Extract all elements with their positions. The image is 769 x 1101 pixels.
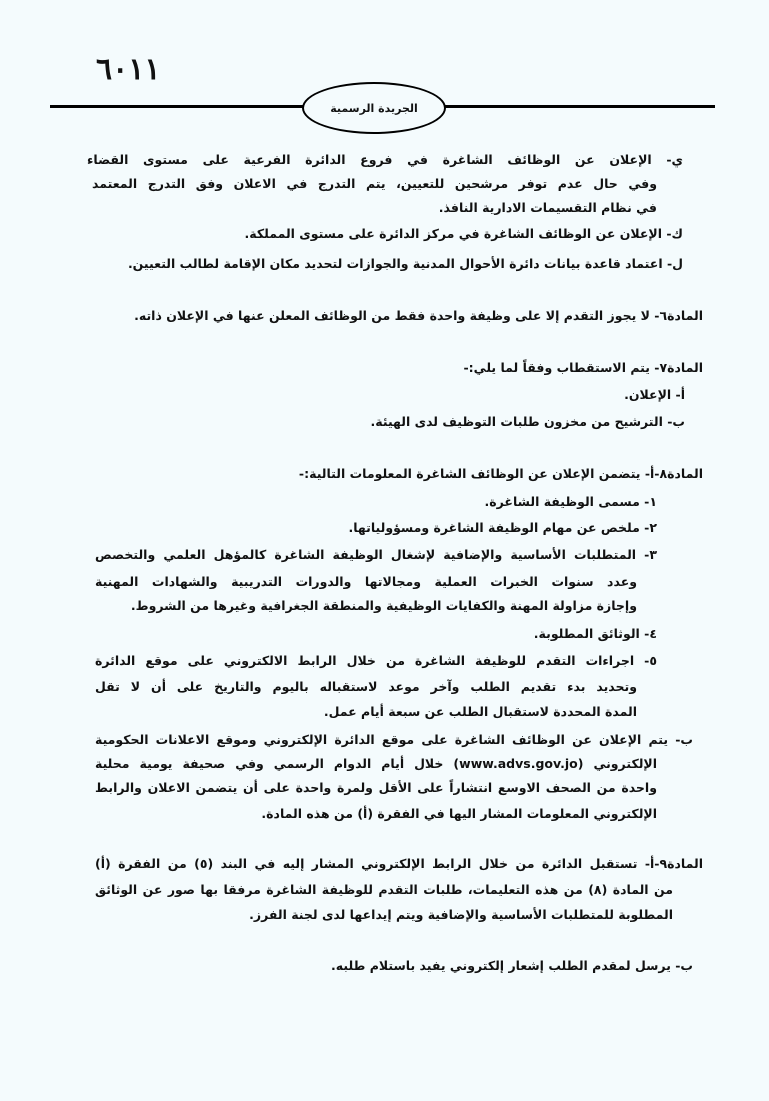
- text-line: وإجازة مزاولة المهنة والكفايات الوظيفية والمنطقة الجغرافية وغيرها من الشروط.: [130, 598, 637, 613]
- text-line: ١- مسمى الوظيفة الشاغرة.: [484, 494, 657, 509]
- page-number: ٦٠١١: [96, 52, 161, 87]
- text-line: ب- يرسل لمقدم الطلب إشعار إلكتروني يفيد باستلام طلبه.: [331, 958, 693, 973]
- text-line: ٥- اجراءات التقدم للوظيفة الشاغرة من خلال الرابط الالكتروني على موقع الدائرة: [95, 653, 657, 668]
- text-line: وتحديد بدء تقديم الطلب وآخر موعد لاستقباله باليوم والتاريخ على أن لا تقل: [95, 679, 637, 694]
- text-line: ٣- المتطلبات الأساسية والإضافية لإشغال الوظيفة الشاغرة كالمؤهل العلمي والتخصص: [95, 547, 657, 562]
- text-line: من المادة (٨) من هذه التعليمات، طلبات التقدم للوظيفة الشاغرة مرفقا بها صور عن الوثائق: [95, 882, 673, 897]
- text-line: ك- الإعلان عن الوظائف الشاغرة في مركز الدائرة على مستوى المملكة.: [244, 226, 683, 241]
- text-line: أ- الإعلان.: [624, 387, 685, 402]
- text-line: واحدة من الصحف الاوسع انتشاراً على الأقل ولمرة واحدة على أن يتضمن الاعلان والرابط: [95, 780, 657, 795]
- text-line: الإلكتروني المعلومات المشار اليها في الفقرة (أ) من هذه المادة.: [261, 806, 657, 821]
- text-line: ب- يتم الإعلان عن الوظائف الشاغرة على موقع الدائرة الإلكتروني وموقع الاعلانات الحكومية: [95, 732, 693, 747]
- text-line: المادة٩-أ- تستقبل الدائرة من خلال الرابط الإلكتروني المشار إليه في البند (٥) من الفقرة (أ): [95, 856, 703, 871]
- text-line: ي- الإعلان عن الوظائف الشاغرة في فروع الدائرة الفرعية على مستوى القضاء: [87, 152, 683, 167]
- text-line: المادة٦- لا يجوز التقدم إلا على وظيفة واحدة فقط من الوظائف المعلن عنها في الإعلان ذاته.: [134, 308, 703, 323]
- text-line: المادة٨-أ- يتضمن الإعلان عن الوظائف الشاغرة المعلومات التالية:-: [298, 466, 703, 481]
- text-line: المطلوبة للمتطلبات الأساسية والإضافية ويتم إيداعها لدى لجنة الفرز.: [249, 907, 673, 922]
- text-line: في نظام التقسيمات الادارية النافذ.: [438, 200, 657, 215]
- header-title: الجريدة الرسمية: [302, 82, 446, 134]
- text-line: ٢- ملخص عن مهام الوظيفة الشاغرة ومسؤولياتها.: [348, 520, 657, 535]
- text-line: ل- اعتماد قاعدة بيانات دائرة الأحوال المدنية والجوازات لتحديد مكان الإقامة لطالب التعيين.: [127, 256, 683, 271]
- text-line: المدة المحددة لاستقبال الطلب عن سبعة أيام عمل.: [323, 704, 637, 719]
- text-line: الإلكتروني (www.advs.gov.jo) خلال أيام الدوام الرسمي وفي صحيفة يومية محلية: [95, 756, 657, 771]
- text-line: ٤- الوثائق المطلوبة.: [533, 626, 657, 641]
- text-line: المادة٧- يتم الاستقطاب وفقاً لما يلي:-: [463, 360, 703, 375]
- text-line: وفي حال عدم توفر مرشحين للتعيين، يتم التدرج في الاعلان وفق التدرج المعتمد: [92, 176, 657, 191]
- text-line: وعدد سنوات الخبرات العملية ومجالاتها والدورات التدريبية والشهادات المهنية: [95, 574, 637, 589]
- text-line: ب- الترشيح من مخزون طلبات التوظيف لدى الهيئة.: [370, 414, 685, 429]
